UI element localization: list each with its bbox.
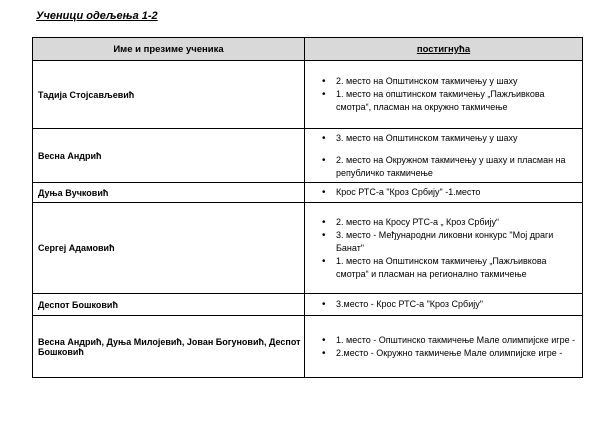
achievements-cell	[305, 61, 583, 129]
achievement-item: • 2. место на Кросу РТС-а „ Кроз Србију“	[336, 216, 579, 229]
table-row	[33, 183, 583, 203]
table-header-row	[33, 38, 583, 61]
achievement-list	[308, 75, 579, 114]
header-achievements: постигнућа	[305, 38, 583, 61]
table-row	[33, 294, 583, 316]
student-name: Деспот Бошковић	[33, 294, 305, 316]
achievement-item: • 2.место - Окружно такмичење Мале олимпијске игре -	[336, 347, 579, 360]
achievement-item: • 3.место - Крос РТС-а "Кроз Србију"	[336, 298, 579, 311]
achievements-cell	[305, 316, 583, 378]
table-row	[33, 129, 583, 183]
achievement-list	[308, 334, 579, 360]
achievements-cell	[305, 294, 583, 316]
achievements-cell	[305, 183, 583, 203]
table-row	[33, 61, 583, 129]
student-name: Тадија Стојсављевић	[33, 61, 305, 129]
achievement-item: • 3. место на Општинском такмичењу у шаху	[336, 132, 579, 145]
achievements-cell	[305, 203, 583, 294]
achievement-list	[308, 216, 579, 281]
achievement-item: • 1. место на општинском такмичењу „Пажљивкова смотра“, пласман на окружно такмичење	[336, 88, 579, 114]
achievement-item: • 1. место на Општинском такмичењу „Пажљивкова смотра“ и пласман на регионално такмичење	[336, 255, 579, 281]
achievement-list	[308, 298, 579, 311]
student-name: Дуња Вучковић	[33, 183, 305, 203]
header-student-name: Име и презиме ученика	[33, 38, 305, 61]
student-name: Весна Андрић, Дуња Милојевић, Јован Богуновић, Деспот Бошковић	[33, 316, 305, 378]
achievements-cell	[305, 129, 583, 183]
achievement-item: • 1. место - Општинско такмичење Мале олимпијске игре -	[336, 334, 579, 347]
achievements-table	[32, 37, 583, 378]
table-row	[33, 316, 583, 378]
achievement-list	[308, 186, 579, 199]
achievement-item: • Крос РТС-а "Кроз Србију" -1.место	[336, 186, 579, 199]
achievement-item: • 3. место - Међународни ликовни конкурс "Мој драги Банат"	[336, 229, 579, 255]
student-name: Весна Андрић	[33, 129, 305, 183]
student-name: Сергеј Адамовић	[33, 203, 305, 294]
table-row	[33, 203, 583, 294]
document-title: Ученици одељења 1-2	[36, 10, 158, 22]
achievement-item: • 2. место на Окружном такмичењу у шаху и пласман на републичко такмичење	[336, 154, 579, 180]
achievement-list	[308, 132, 579, 180]
achievement-item: • 2. место на Општинском такмичењу у шаху	[336, 75, 579, 88]
